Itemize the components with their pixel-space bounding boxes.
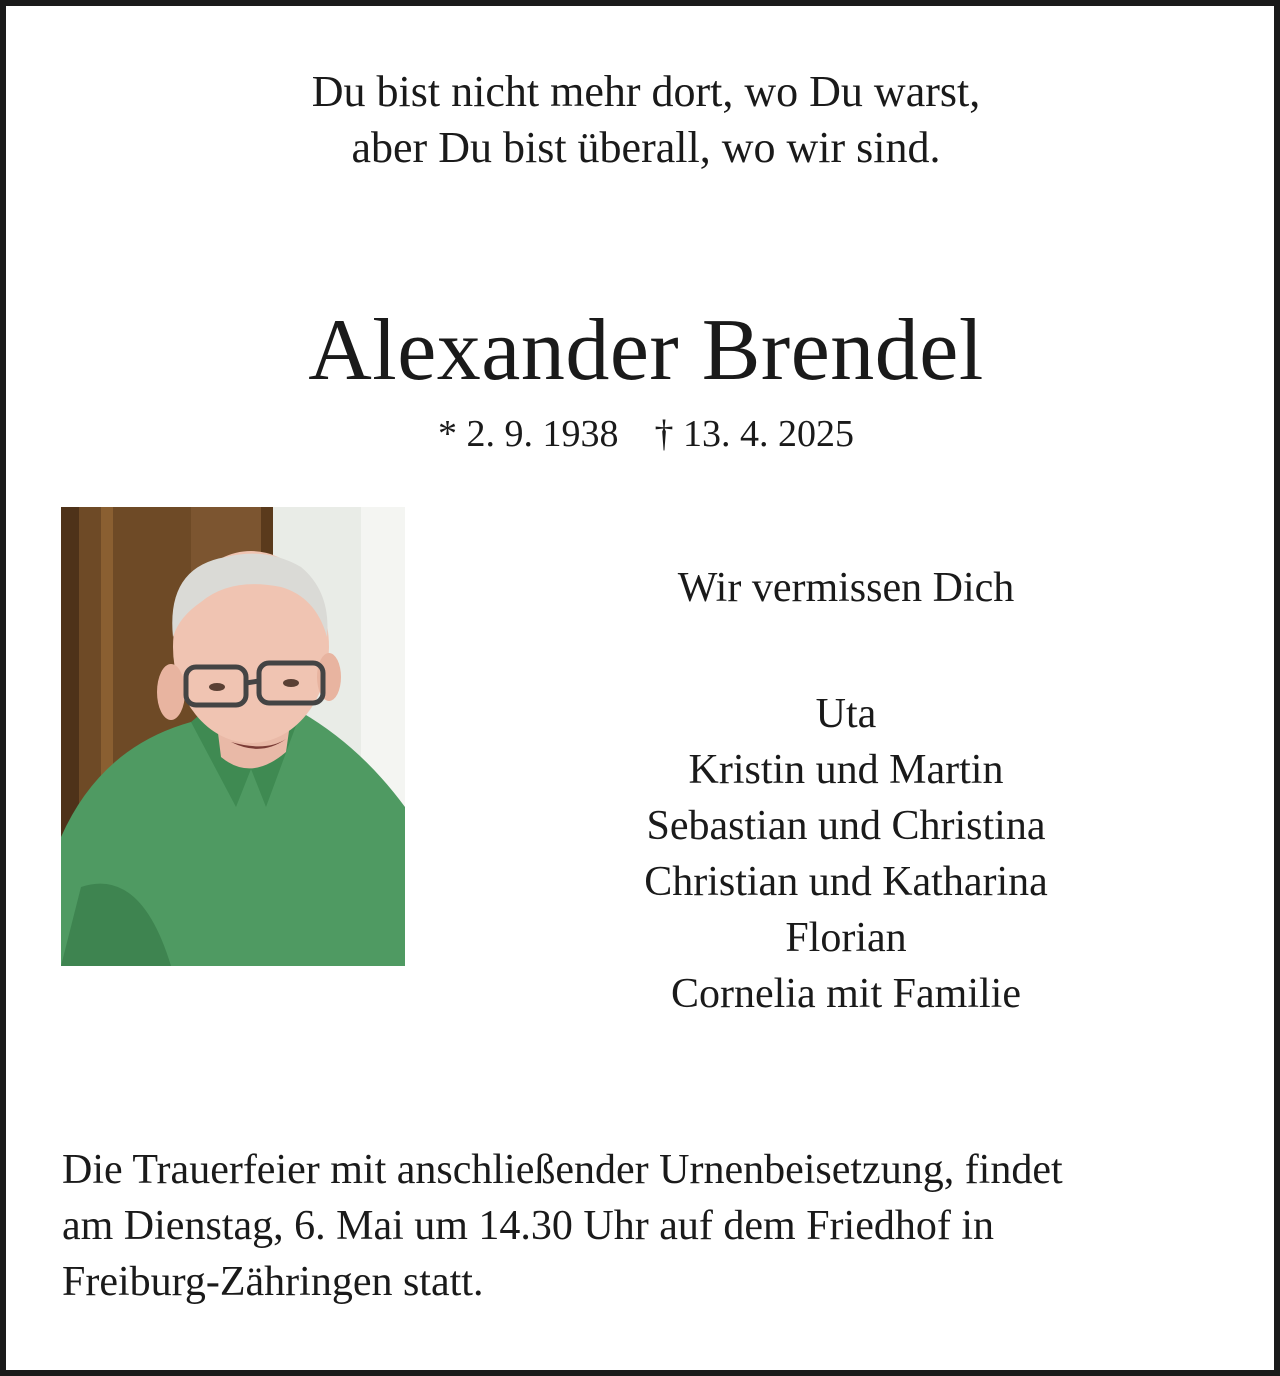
life-dates [6,410,1280,458]
death-date: † 13. 4. 2025 [654,413,854,455]
family-member: Florian [785,915,907,961]
notice-line-2: am Dienstag, 6. Mai um 14.30 Uhr auf dem Friedhof in [62,1203,994,1249]
motto-line-2: aber Du bist überall, wo wir sind. [351,123,941,172]
notice-line-3: Freiburg-Zähringen statt. [62,1259,484,1305]
birth-date: * 2. 9. 1938 [438,413,619,455]
family-member: Sebastian und Christina [646,803,1046,849]
message: Wir vermissen Dich [677,565,1015,611]
family-member: Christian und Katharina [644,859,1048,905]
deceased-name: Alexander Brendel [308,302,984,399]
family-member: Uta [815,691,877,737]
motto-line-1: Du bist nicht mehr dort, wo Du warst, [311,67,981,116]
portrait-photo [61,507,405,966]
funeral-notice [62,1142,1242,1310]
notice-line-1: Die Trauerfeier mit anschließender Urnenbeisetzung, findet [62,1147,1063,1193]
family-member: Cornelia mit Familie [671,971,1021,1017]
family-list [546,686,1146,1022]
motto [6,64,1280,176]
family-member: Kristin und Martin [688,747,1004,793]
